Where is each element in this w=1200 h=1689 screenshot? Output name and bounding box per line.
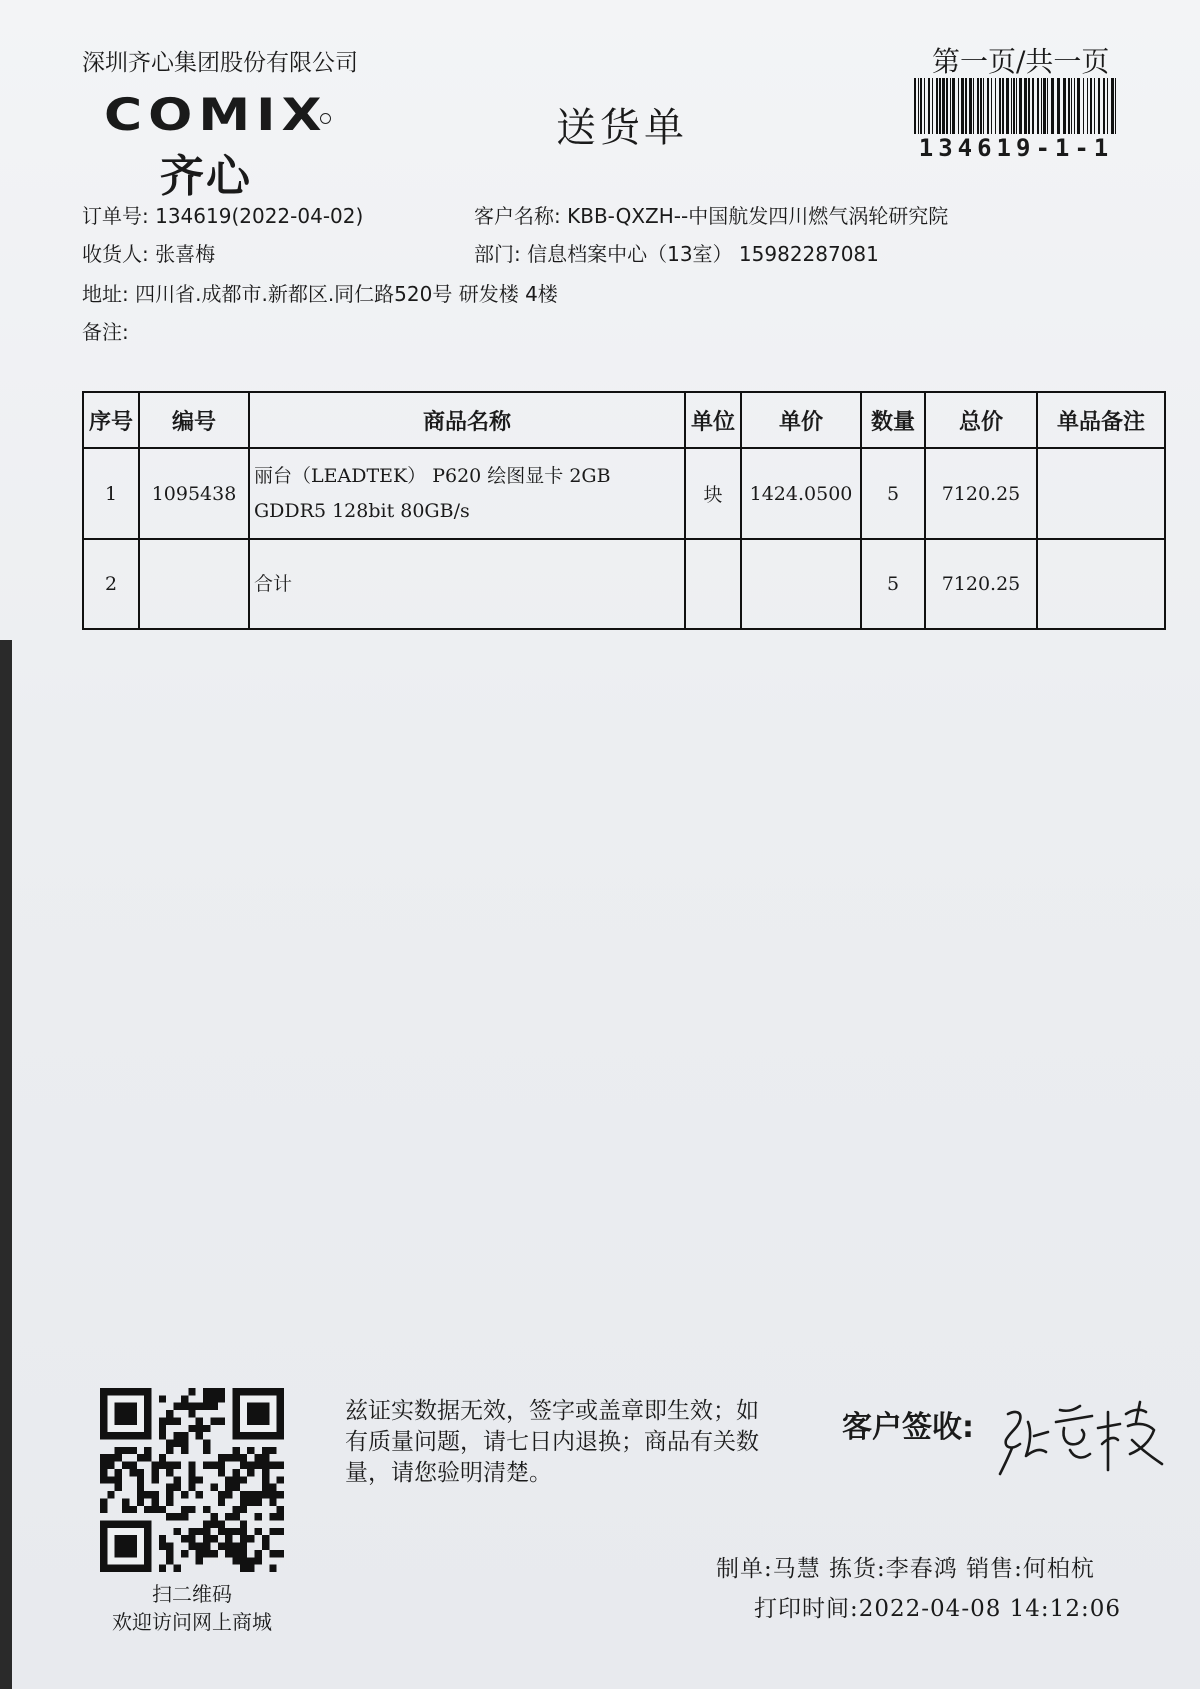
cell-qty: 5 [861,448,925,539]
document-title: 送货单 [556,105,688,151]
table-header-row [83,392,1165,448]
order-number-label: 订单号: [82,204,149,228]
brand-logo: COMIX [104,90,328,141]
cell-code: 1095438 [139,448,249,539]
handwritten-signature [990,1392,1170,1484]
department-value: 信息档案中心（13室） 15982287081 [527,242,879,266]
customer-name-field [474,200,948,229]
column-header-seq: 序号 [83,392,139,448]
cell-product-name: 丽台（LEADTEK） P620 绘图显卡 2GB GDDR5 128bit 80GB/s [249,448,685,539]
qr-subcaption: 欢迎访问网上商城 [112,1610,272,1634]
barcode-number: 134619-1-1 [918,134,1114,162]
customer-name-value: KBB-QXZH--中国航发四川燃气涡轮研究院 [567,204,949,228]
column-header-total: 总价 [925,392,1037,448]
cell-seq: 1 [83,448,139,539]
table-row [83,539,1165,629]
receiver-label: 收货人: [82,242,149,266]
column-header-price: 单价 [741,392,861,448]
receiver-value: 张喜梅 [155,242,216,266]
column-header-name: 商品名称 [249,392,685,448]
column-header-qty: 数量 [861,392,925,448]
cell-seq: 2 [83,539,139,629]
receiver-field [82,238,215,267]
column-header-note: 单品备注 [1037,392,1165,448]
notice-text: 兹证实数据无效，签字或盖章即生效；如有质量问题，请七日内退换；商品有关数量，请您验明清楚。 [345,1398,759,1486]
cell-unit: 块 [685,448,741,539]
address-value: 四川省.成都市.新都区.同仁路520号 研发楼 4楼 [135,282,558,306]
column-header-unit: 单位 [685,392,741,448]
cell-total: 7120.25 [925,448,1037,539]
brand-logo-cn: 齐心 [160,151,252,202]
cell-note [1037,539,1165,629]
order-number-value: 134619(2022-04-02) [155,204,364,228]
cell-note [1037,448,1165,539]
cell-qty: 5 [861,539,925,629]
department-label: 部门: [474,242,521,266]
print-time: 打印时间:2022-04-08 14:12:06 [754,1596,1121,1622]
qr-code-icon [100,1388,284,1572]
address-field [82,278,558,307]
scan-edge-shadow [0,640,12,1689]
department-field [474,238,879,267]
cell-total: 7120.25 [925,539,1037,629]
customer-name-label: 客户名称: [474,204,561,228]
barcode-icon [912,78,1120,134]
items-table [82,391,1166,630]
cell-price [741,539,861,629]
cell-product-name: 合计 [249,539,685,629]
remark-label: 备注: [82,320,129,344]
registered-mark-icon [320,113,331,124]
cell-price: 1424.0500 [741,448,861,539]
staff-info: 制单:马慧 拣货:李春鸿 销售:何柏杭 [716,1556,1095,1582]
cell-unit [685,539,741,629]
address-label: 地址: [82,282,129,306]
customer-sign-label: 客户签收: [842,1410,974,1445]
order-number-field [82,200,363,229]
page-indicator: 第一页/共一页 [932,45,1110,78]
company-name: 深圳齐心集团股份有限公司 [82,50,358,76]
column-header-code: 编号 [139,392,249,448]
qr-caption: 扫二维码 [152,1582,232,1606]
table-row [83,448,1165,539]
cell-code [139,539,249,629]
remark-field [82,316,129,345]
